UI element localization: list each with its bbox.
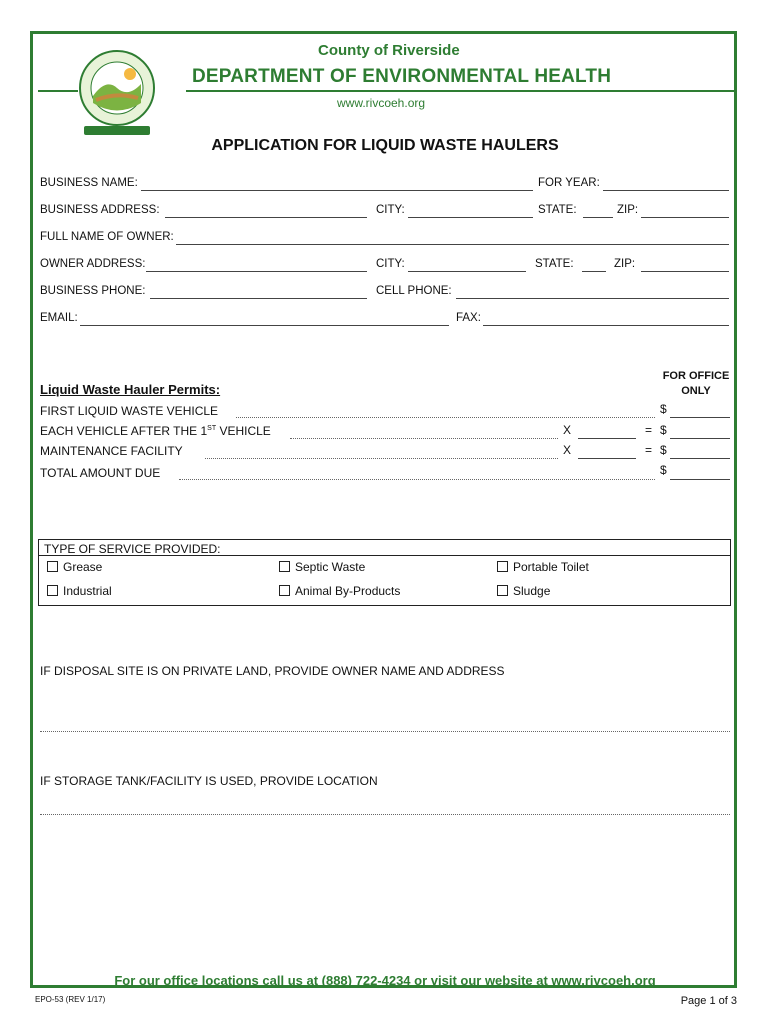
owner-zip-label: ZIP: bbox=[614, 258, 636, 270]
footer-contact: For our office locations call us at (888) 722-4234 or visit our website at www.rivcoeh.org bbox=[114, 973, 656, 988]
email-field[interactable] bbox=[80, 325, 449, 326]
fax-label: FAX: bbox=[456, 312, 481, 324]
website-link[interactable]: www.rivcoeh.org bbox=[337, 96, 426, 110]
additional-vehicle-times: X bbox=[563, 423, 572, 437]
total-due-dollar: $ bbox=[660, 463, 667, 477]
maintenance-facility-label: MAINTENANCE FACILITY bbox=[40, 444, 183, 458]
header-rule-left bbox=[38, 90, 78, 92]
service-option-animal-by-products[interactable]: Animal By-Products bbox=[279, 584, 400, 598]
owner-name-field[interactable] bbox=[176, 244, 729, 245]
storage-location-field[interactable] bbox=[40, 814, 730, 815]
septic-waste-checkbox[interactable] bbox=[279, 561, 290, 572]
form-revision-id: EPO-53 (REV 1/17) bbox=[35, 995, 106, 1004]
business-phone-label: BUSINESS PHONE: bbox=[40, 285, 146, 297]
business-name-field[interactable] bbox=[141, 190, 533, 191]
additional-vehicle-label: EACH VEHICLE AFTER THE 1ST VEHICLE bbox=[40, 424, 271, 438]
additional-vehicle-dollar: $ bbox=[660, 423, 667, 437]
owner-city-field[interactable] bbox=[408, 271, 526, 272]
animal-by-products-checkbox[interactable] bbox=[279, 585, 290, 596]
maintenance-facility-times: X bbox=[563, 443, 572, 457]
business-state-field[interactable] bbox=[583, 217, 613, 218]
service-type-title: TYPE OF SERVICE PROVIDED: bbox=[44, 542, 221, 556]
first-vehicle-dollar: $ bbox=[660, 402, 667, 416]
first-vehicle-amount-field[interactable] bbox=[670, 417, 730, 418]
service-option-grease[interactable]: Grease bbox=[47, 560, 102, 574]
maintenance-facility-leader bbox=[205, 458, 558, 459]
form-title: APPLICATION FOR LIQUID WASTE HAULERS bbox=[211, 137, 559, 154]
business-address-field[interactable] bbox=[165, 217, 367, 218]
environmental-health-seal-logo bbox=[76, 48, 158, 138]
owner-address-field[interactable] bbox=[146, 271, 367, 272]
page-number: Page 1 of 3 bbox=[680, 995, 737, 1007]
disposal-site-field[interactable] bbox=[40, 731, 730, 732]
service-option-sludge[interactable]: Sludge bbox=[497, 584, 550, 598]
additional-vehicle-equals: = bbox=[645, 423, 653, 437]
first-vehicle-leader bbox=[236, 417, 655, 418]
additional-vehicle-amount-field[interactable] bbox=[670, 438, 730, 439]
business-address-label: BUSINESS ADDRESS: bbox=[40, 204, 160, 216]
county-name: County of Riverside bbox=[318, 42, 460, 59]
permits-heading: Liquid Waste Hauler Permits: bbox=[40, 382, 221, 397]
department-name: DEPARTMENT OF ENVIRONMENTAL HEALTH bbox=[192, 66, 612, 87]
business-zip-field[interactable] bbox=[641, 217, 729, 218]
additional-vehicle-leader bbox=[290, 438, 558, 439]
additional-vehicle-count-field[interactable] bbox=[578, 438, 636, 439]
maintenance-facility-dollar: $ bbox=[660, 443, 667, 457]
for-year-label: FOR YEAR: bbox=[538, 177, 600, 189]
service-option-industrial[interactable]: Industrial bbox=[47, 584, 112, 598]
first-vehicle-label: FIRST LIQUID WASTE VEHICLE bbox=[40, 404, 219, 418]
business-phone-field[interactable] bbox=[150, 298, 367, 299]
business-state-label: STATE: bbox=[538, 204, 577, 216]
business-city-label: CITY: bbox=[376, 204, 405, 216]
industrial-checkbox[interactable] bbox=[47, 585, 58, 596]
email-label: EMAIL: bbox=[40, 312, 78, 324]
business-name-label: BUSINESS NAME: bbox=[40, 177, 138, 189]
maintenance-facility-amount-field[interactable] bbox=[670, 458, 730, 459]
owner-state-label: STATE: bbox=[535, 258, 574, 270]
cell-phone-label: CELL PHONE: bbox=[376, 285, 452, 297]
owner-name-label: FULL NAME OF OWNER: bbox=[40, 231, 174, 243]
maintenance-facility-count-field[interactable] bbox=[578, 458, 636, 459]
service-option-portable-toilet[interactable]: Portable Toilet bbox=[497, 560, 589, 574]
disposal-site-prompt: IF DISPOSAL SITE IS ON PRIVATE LAND, PROVIDE OWNER NAME AND ADDRESS bbox=[40, 664, 505, 678]
business-city-field[interactable] bbox=[408, 217, 533, 218]
total-due-leader bbox=[179, 479, 655, 480]
total-due-amount-field[interactable] bbox=[670, 479, 730, 480]
owner-zip-field[interactable] bbox=[641, 271, 729, 272]
fax-field[interactable] bbox=[483, 325, 729, 326]
owner-city-label: CITY: bbox=[376, 258, 405, 270]
business-zip-label: ZIP: bbox=[617, 204, 639, 216]
sludge-checkbox[interactable] bbox=[497, 585, 508, 596]
for-year-field[interactable] bbox=[603, 190, 729, 191]
owner-address-label: OWNER ADDRESS: bbox=[40, 258, 146, 270]
total-due-label: TOTAL AMOUNT DUE bbox=[40, 466, 161, 480]
owner-state-field[interactable] bbox=[582, 271, 606, 272]
page-border bbox=[30, 31, 737, 988]
office-use-only-label: FOR OFFICE ONLY bbox=[662, 370, 730, 397]
storage-location-prompt: IF STORAGE TANK/FACILITY IS USED, PROVIDE LOCATION bbox=[40, 774, 378, 788]
maintenance-facility-equals: = bbox=[645, 443, 653, 457]
service-option-septic-waste[interactable]: Septic Waste bbox=[279, 560, 365, 574]
portable-toilet-checkbox[interactable] bbox=[497, 561, 508, 572]
grease-checkbox[interactable] bbox=[47, 561, 58, 572]
cell-phone-field[interactable] bbox=[456, 298, 729, 299]
header-rule bbox=[186, 90, 734, 92]
